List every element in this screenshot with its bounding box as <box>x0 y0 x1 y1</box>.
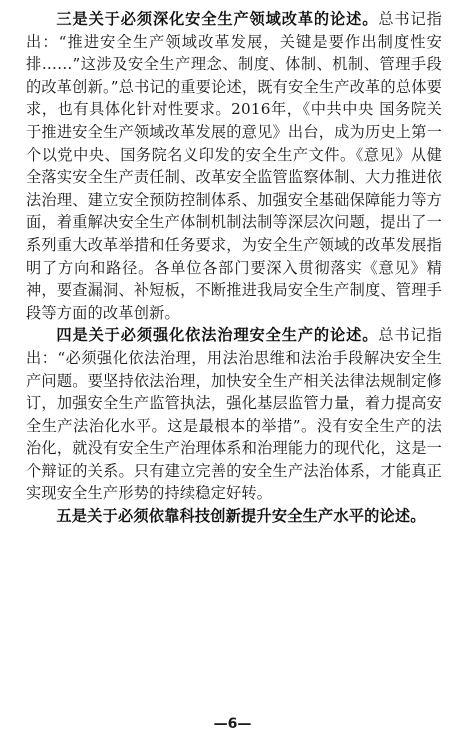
section-3-heading: 三是关于必须深化安全生产领域改革的论述。 <box>56 10 379 28</box>
paragraph-section-5 <box>26 505 442 528</box>
paragraph-section-3 <box>26 8 442 324</box>
document-body <box>26 8 442 528</box>
section-4-heading: 四是关于必须强化依法治理安全生产的论述。 <box>56 326 379 345</box>
section-4-text: 总书记指出：“必须强化依法治理，用法治思维和法治手段解决安全生产问题。要坚持依法治理，加快安全生产相关法律法规制定修订，加强安全生产监管执法，强化基层监管力量，着力提高安全生产法治化水平。这是最根本的举措”。没有安全生产的法治化，就没有安全生产治理体系和治理能力的现代化，这是一个辩证的关系。只有建立完善的安全生产法治体系，才能真正实现安全生产形势的持续稳定好转。 <box>26 326 442 503</box>
page-number: —6— <box>213 716 252 732</box>
paragraph-section-4 <box>26 324 442 505</box>
section-5-heading: 五是关于必须依靠科技创新提升安全生产水平的论述。 <box>56 507 426 526</box>
section-3-text: 总书记指出：“推进安全生产领域改革发展，关键是要作出制度性安排……”这涉及安全生产理念、制度、体制、机制、管理手段的改革创新。”总书记的重要论述，既有安全生产改革的总体要求，也有具体化针对性要求。2016年，《中共中央 国务院关于推进安全生产领域改革发展的意见》出台，成为历史上第一个以党中央、国务院名义印发的安全生产文件。《意见》从健全落实安全生产责任制、改革安全监管监察体制、大力推进依法治理、建立安全预防控制体系、加强安全基础保障能力等方面，着重解决安全生产体制机制法制等深层次问题，提出了一系列重大改革举措和任务要求，为安全生产领域的改革发展指明了方向和路径。各单位各部门要深入贯彻落实《意见》精神，要查漏洞、补短板，不断推进我局安全生产制度、管理手段等方面的改革创新。 <box>26 10 442 322</box>
